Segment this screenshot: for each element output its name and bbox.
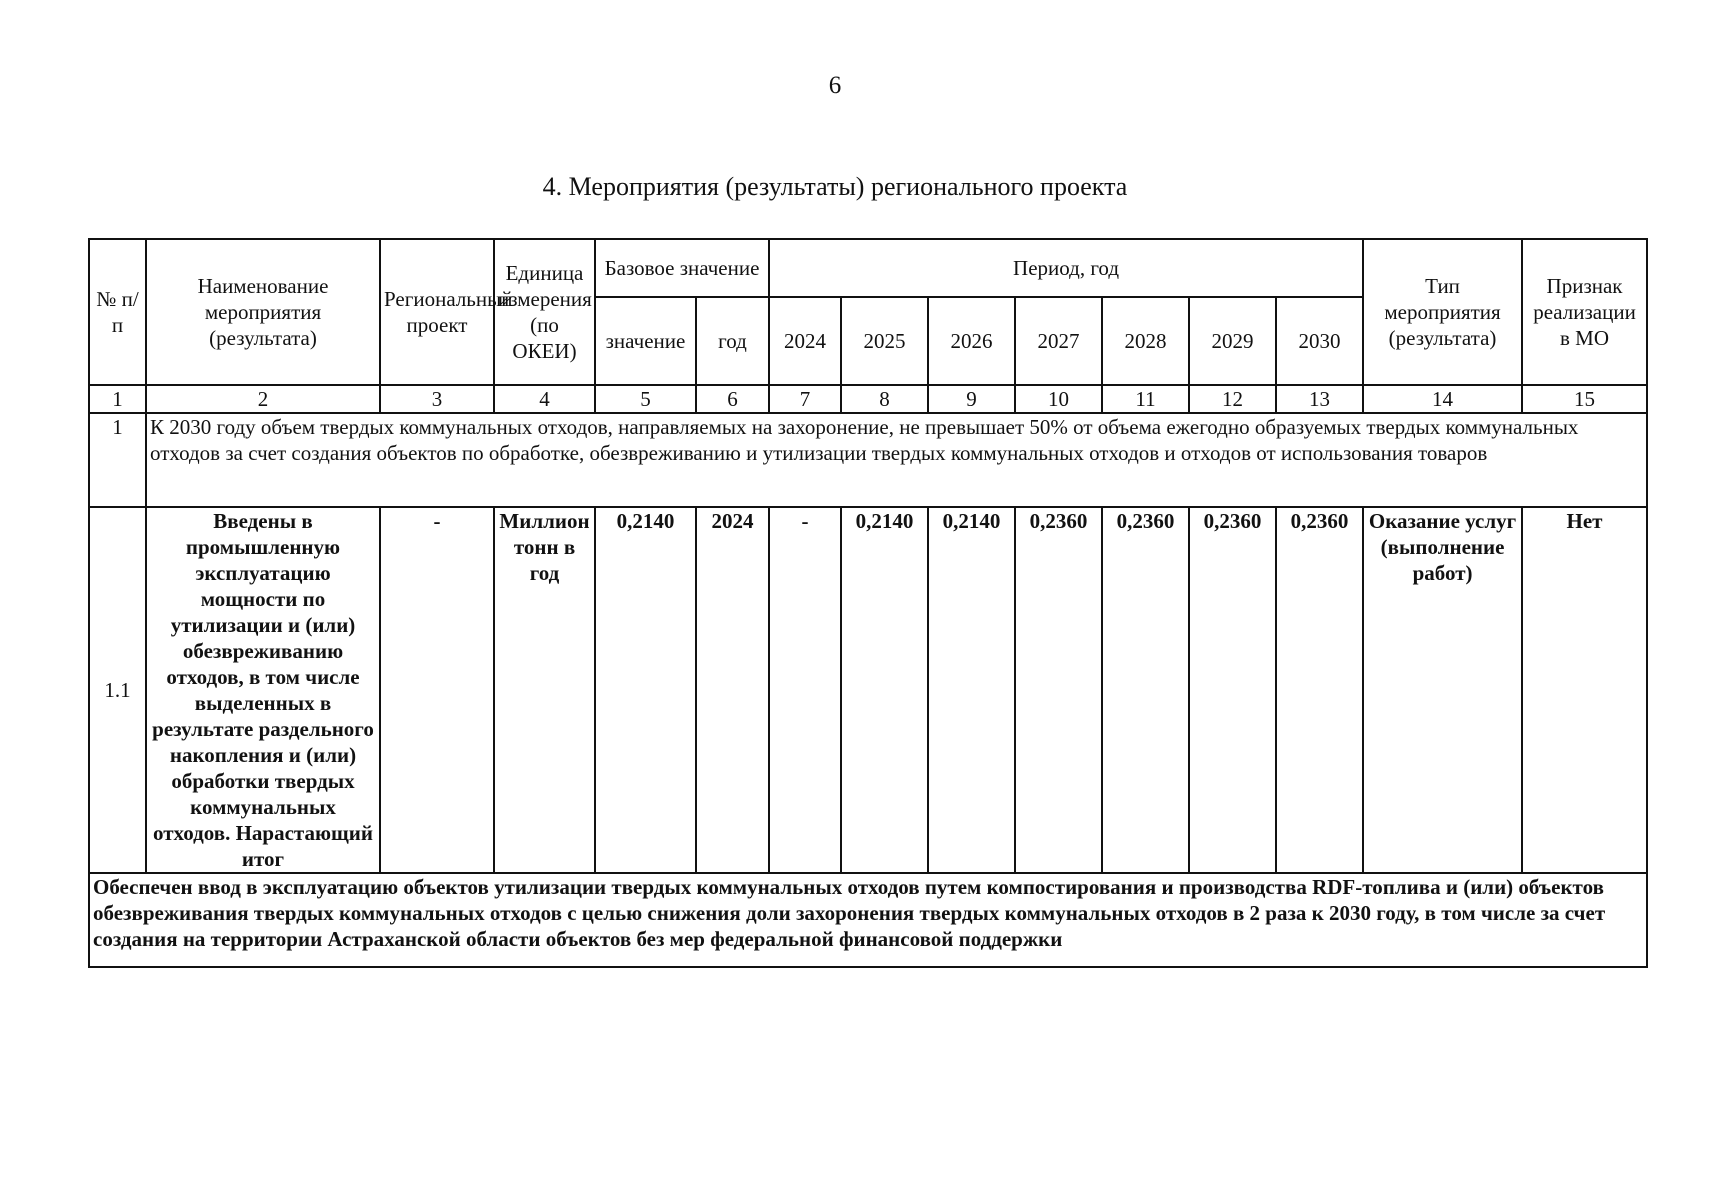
column-number: 10 bbox=[1015, 385, 1102, 413]
row-unit: Миллион тонн в год bbox=[494, 507, 595, 873]
column-number: 13 bbox=[1276, 385, 1363, 413]
column-number: 5 bbox=[595, 385, 696, 413]
column-number: 11 bbox=[1102, 385, 1189, 413]
row-regional: - bbox=[380, 507, 494, 873]
header-unit: Единица измерения (по ОКЕИ) bbox=[494, 239, 595, 385]
footer-text: Обеспечен ввод в эксплуатацию объектов утилизации твердых коммунальных отходов путем компостирования и производства RDF-топлива и (или) объектов обезвреживания твердых коммунальных отходов с целью снижения доли захоронения твердых коммунальных отходов в 2 раза к 2030 году, в том числе за счет создания на территории Астраханской области объектов без мер федеральной финансовой поддержки bbox=[89, 873, 1647, 967]
column-number: 3 bbox=[380, 385, 494, 413]
column-number: 9 bbox=[928, 385, 1015, 413]
row-value: 0,2140 bbox=[841, 507, 928, 873]
results-table bbox=[88, 238, 1648, 968]
row-base-year: 2024 bbox=[696, 507, 769, 873]
header-year: 2025 bbox=[841, 297, 928, 385]
header-year: 2028 bbox=[1102, 297, 1189, 385]
header-year: 2029 bbox=[1189, 297, 1276, 385]
row-value: 0,2360 bbox=[1102, 507, 1189, 873]
header-type: Тип мероприятия (результата) bbox=[1363, 239, 1522, 385]
page-number: 6 bbox=[828, 72, 842, 99]
header-year: 2030 bbox=[1276, 297, 1363, 385]
column-number: 6 bbox=[696, 385, 769, 413]
header-row-1 bbox=[89, 239, 1647, 297]
column-number: 8 bbox=[841, 385, 928, 413]
column-number: 2 bbox=[146, 385, 380, 413]
row-mo: Нет bbox=[1522, 507, 1647, 873]
header-year: 2024 bbox=[769, 297, 841, 385]
header-year: 2027 bbox=[1015, 297, 1102, 385]
column-number: 14 bbox=[1363, 385, 1522, 413]
goal-no: 1 bbox=[89, 413, 146, 507]
table-row bbox=[89, 507, 1647, 873]
header-base-value: значение bbox=[595, 297, 696, 385]
header-period: Период, год bbox=[769, 239, 1363, 297]
row-value: 0,2360 bbox=[1276, 507, 1363, 873]
header-name: Наименование мероприятия (результата) bbox=[146, 239, 380, 385]
section-title: 4. Мероприятия (результаты) регионального проекта bbox=[542, 172, 1128, 201]
column-number: 12 bbox=[1189, 385, 1276, 413]
row-value: 0,2360 bbox=[1189, 507, 1276, 873]
row-value: 0,2140 bbox=[928, 507, 1015, 873]
header-year: 2026 bbox=[928, 297, 1015, 385]
footer-row bbox=[89, 873, 1647, 967]
goal-row bbox=[89, 413, 1647, 507]
row-no: 1.1 bbox=[89, 507, 146, 873]
header-no: № п/п bbox=[89, 239, 146, 385]
header-regional: Региональный проект bbox=[380, 239, 494, 385]
column-number: 7 bbox=[769, 385, 841, 413]
column-number: 1 bbox=[89, 385, 146, 413]
header-mo: Признак реализации в МО bbox=[1522, 239, 1647, 385]
goal-text: К 2030 году объем твердых коммунальных отходов, направляемых на захоронение, не превышает 50% от объема ежегодно образуемых твердых коммунальных отходов за счет создания объектов по обработке, обезвреживанию и утилизации твердых коммунальных отходов и отходов от использования товаров bbox=[146, 413, 1647, 507]
row-base-value: 0,2140 bbox=[595, 507, 696, 873]
row-value: 0,2360 bbox=[1015, 507, 1102, 873]
row-name: Введены в промышленную эксплуатацию мощности по утилизации и (или) обезвреживанию отходов, в том числе выделенных в результате раздельного накопления и (или) обработки твердых коммунальных отходов. Нарастающий итог bbox=[146, 507, 380, 873]
header-base: Базовое значение bbox=[595, 239, 769, 297]
row-type: Оказание услуг (выполнение работ) bbox=[1363, 507, 1522, 873]
column-number-row bbox=[89, 385, 1647, 413]
column-number: 15 bbox=[1522, 385, 1647, 413]
column-number: 4 bbox=[494, 385, 595, 413]
header-base-year: год bbox=[696, 297, 769, 385]
row-value: - bbox=[769, 507, 841, 873]
